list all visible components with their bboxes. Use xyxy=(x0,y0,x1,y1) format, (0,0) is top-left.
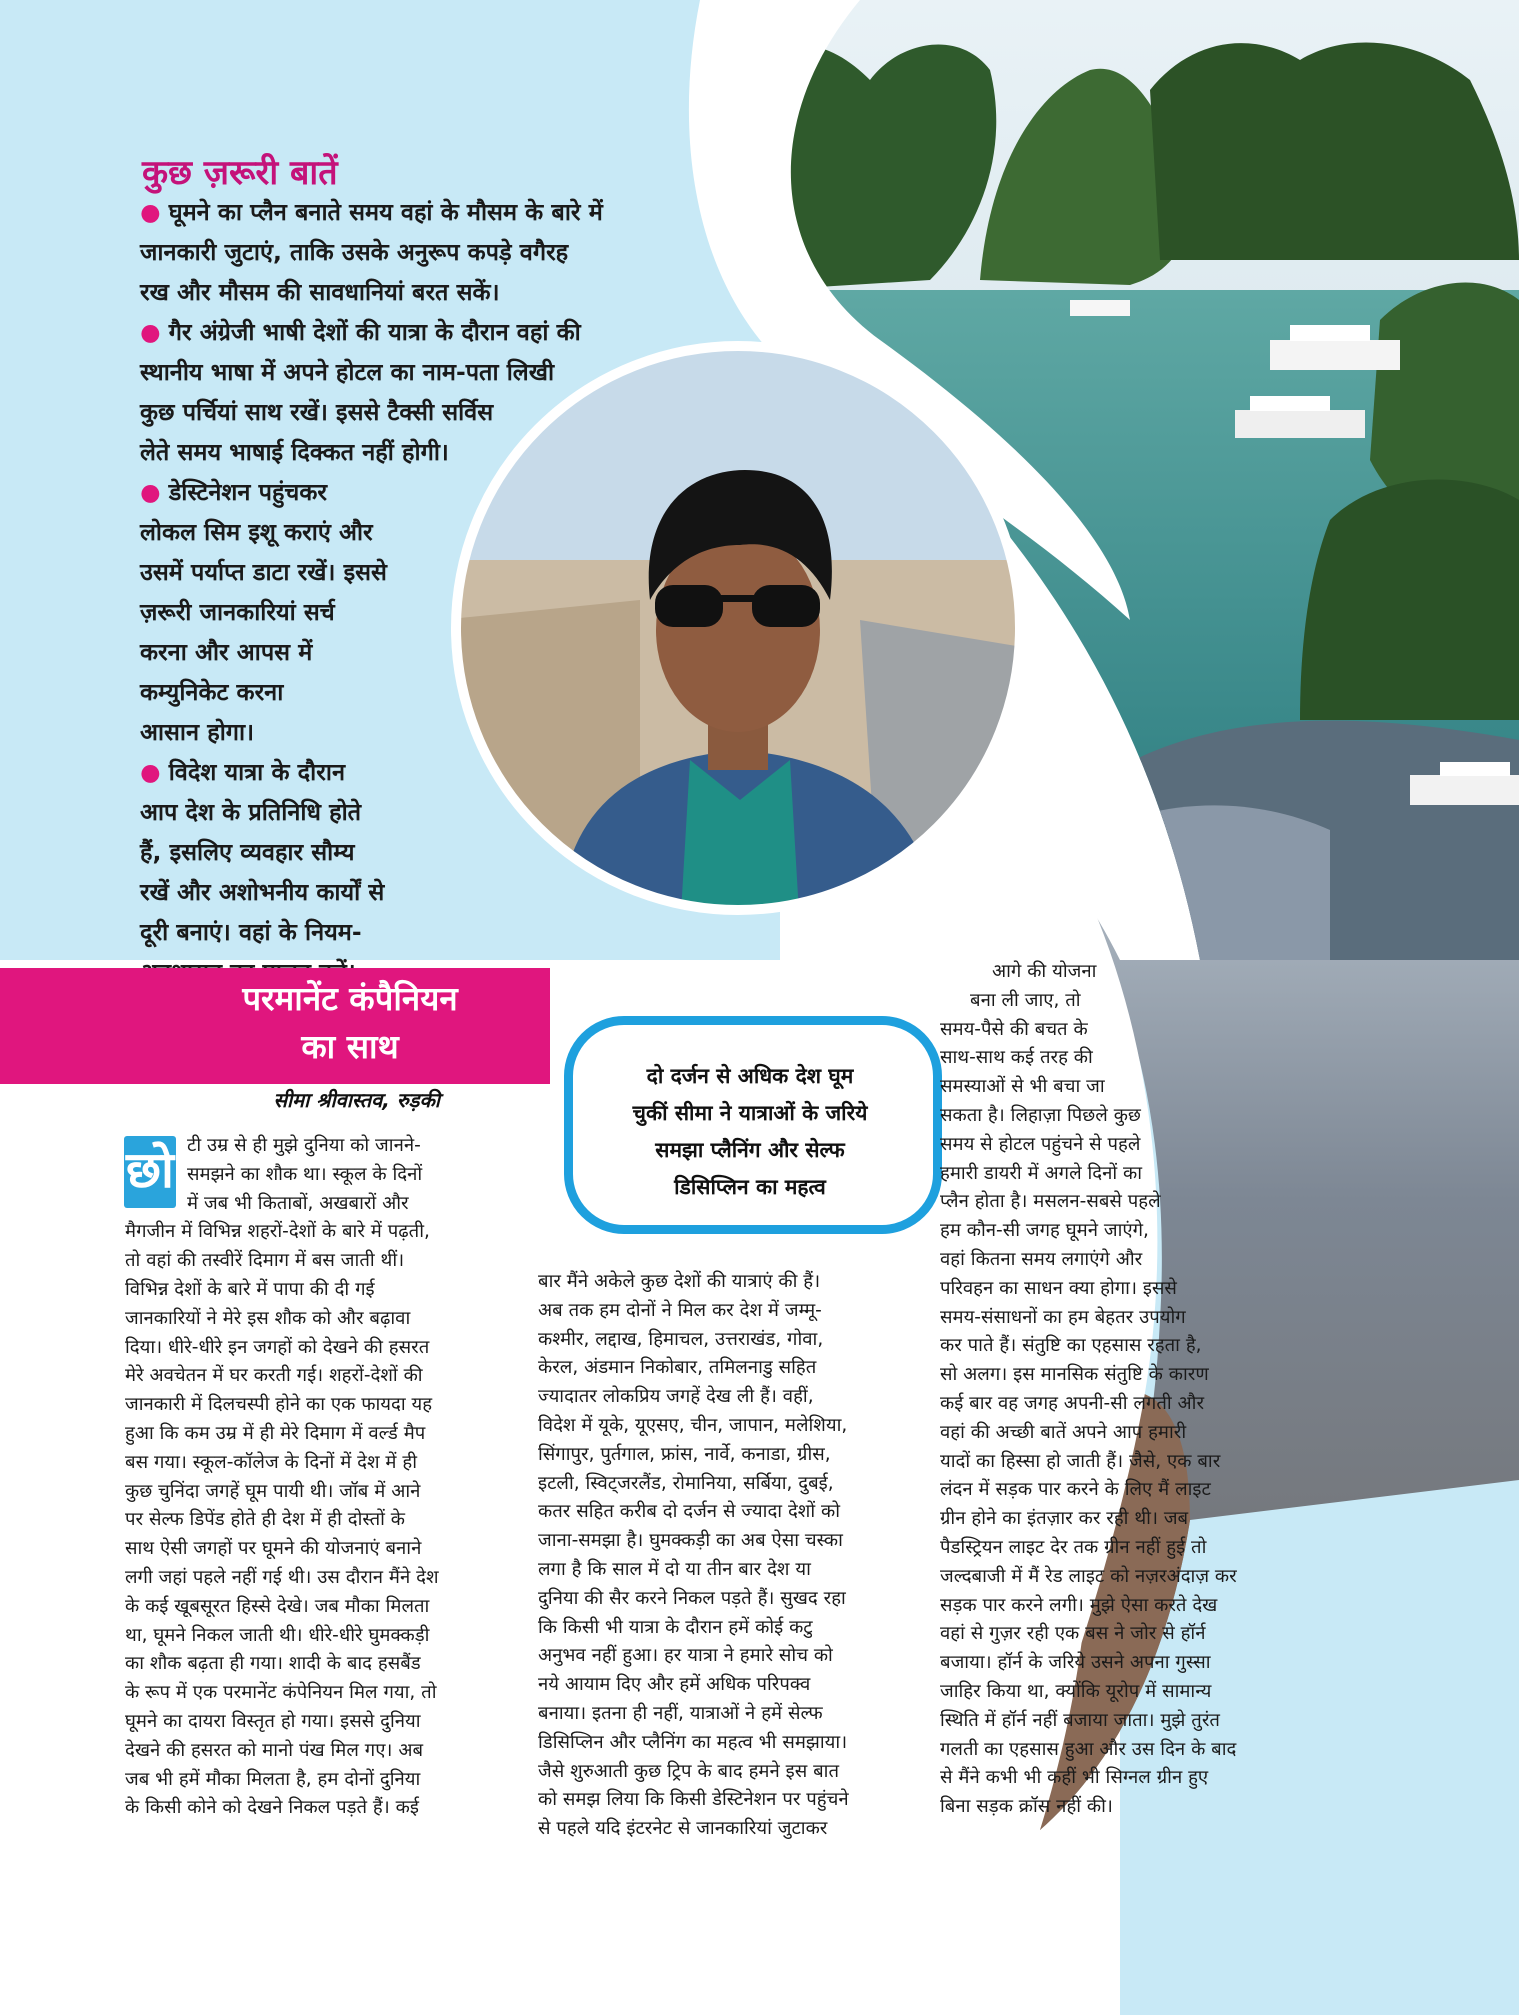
body-line: से पहले यदि इंटरनेट से जानकारियां जुटाकर xyxy=(538,1818,828,1840)
article-headline xyxy=(150,975,550,1071)
body-line: जल्दबाजी में मैं रेड लाइट को नज़रअंदाज़ कर xyxy=(940,1565,1237,1587)
pullquote-line: चुकीं सीमा ने यात्राओं के जरिये xyxy=(632,1101,868,1125)
body-line: इटली, स्विट्जरलैंड, रोमानिया, सर्बिया, दुबई, xyxy=(538,1472,834,1494)
body-line: सो अलग। इस मानसिक संतुष्टि के कारण xyxy=(940,1364,1209,1386)
body-line: कई बार वह जगह अपनी-सी लगती और xyxy=(940,1392,1205,1414)
pullquote-line: डिसिप्लिन का महत्व xyxy=(674,1175,826,1199)
tip-item xyxy=(140,472,660,752)
pullquote-line: समझा प्लैनिंग और सेल्फ xyxy=(655,1138,845,1162)
body-line: लंदन में सड़क पार करने के लिए मैं लाइट xyxy=(940,1479,1211,1501)
body-line: समय-पैसे की बचत के xyxy=(940,1018,1088,1040)
body-line: लगी जहां पहले नहीं गई थी। उस दौरान मैंने देश xyxy=(125,1566,439,1588)
body-line: वहां की अच्छी बातें अपने आप हमारी xyxy=(940,1421,1187,1443)
body-line: घूमने का दायरा विस्तृत हो गया। इससे दुनिया xyxy=(125,1710,421,1732)
tip-line: घूमने का प्लैन बनाते समय वहां के मौसम के बारे में xyxy=(168,198,603,226)
body-column-2 xyxy=(538,1268,910,1844)
body-line: ज्यादातर लोकप्रिय जगहें देख ली हैं। वहीं, xyxy=(538,1386,814,1408)
body-column-1 xyxy=(125,1132,535,1823)
body-line: डिसिप्लिन और प्लैनिंग का महत्व भी समझाया। xyxy=(538,1731,848,1753)
body-line: बिना सड़क क्रॉस नहीं की। xyxy=(940,1796,1113,1818)
tip-line: लेते समय भाषाई दिक्कत नहीं होगी। xyxy=(140,438,449,466)
body-line: सकता है। लिहाज़ा पिछले कुछ xyxy=(940,1104,1141,1126)
body-line: कि किसी भी यात्रा के दौरान हमें कोई कटु xyxy=(538,1616,813,1638)
tip-line: करना और आपस में xyxy=(140,638,313,666)
body-line: परिवहन का साधन क्या होगा। इससे xyxy=(940,1277,1177,1299)
headline-line: का साथ xyxy=(301,1027,399,1066)
body-line: जब भी हमें मौका मिलता है, हम दोनों दुनिया xyxy=(125,1768,421,1790)
body-line: गलती का एहसास हुआ और उस दिन के बाद xyxy=(940,1738,1237,1760)
body-line: के किसी कोने को देखने निकल पड़ते हैं। कई xyxy=(125,1797,419,1819)
body-line: वहां कितना समय लगाएंगे और xyxy=(940,1248,1143,1270)
body-line: बनाया। इतना ही नहीं, यात्राओं ने हमें सेल्फ xyxy=(538,1702,823,1724)
body-line: समय-संसाधनों का हम बेहतर उपयोग xyxy=(940,1306,1186,1328)
body-line: देखने की हसरत को मानो पंख मिल गए। अब xyxy=(125,1739,424,1761)
body-column-3 xyxy=(940,958,1300,1822)
tips-list xyxy=(140,192,660,992)
body-line: हम कौन-सी जगह घूमने जाएंगे, xyxy=(940,1220,1149,1242)
tip-line: जानकारी जुटाएं, ताकि उसके अनुरूप कपड़े वगैरह xyxy=(140,238,569,266)
body-line: समस्याओं से भी बचा जा xyxy=(940,1076,1105,1098)
tip-item xyxy=(140,752,660,992)
body-line: अनुभव नहीं हुआ। हर यात्रा ने हमारे सोच को xyxy=(538,1645,833,1667)
body-line: सड़क पार करने लगी। मुझे ऐसा करते देख xyxy=(940,1594,1218,1616)
body-line: तो वहां की तस्वीरें दिमाग में बस जाती थीं। xyxy=(125,1250,405,1272)
body-line: बना ली जाए, तो xyxy=(970,989,1081,1011)
body-line: समय से होटल पहुंचने से पहले xyxy=(940,1133,1141,1155)
bullet-icon: ● xyxy=(140,318,161,346)
body-line: साथ ऐसी जगहों पर घूमने की योजनाएं बनाने xyxy=(125,1538,422,1560)
body-line: मैगजीन में विभिन्न शहरों-देशों के बारे में पढ़ती, xyxy=(125,1221,430,1243)
body-line: यादों का हिस्सा हो जाती हैं। जैसे, एक बार xyxy=(940,1450,1221,1472)
body-line: कुछ चुनिंदा जगहें घूम पायी थी। जॉब में आने xyxy=(125,1480,421,1502)
body-line: हमारी डायरी में अगले दिनों का xyxy=(940,1162,1143,1184)
tip-line: स्थानीय भाषा में अपने होटल का नाम-पता लिखी xyxy=(140,358,555,386)
body-line: सिंगापुर, पुर्तगाल, फ्रांस, नार्वे, कनाडा, ग्रीस, xyxy=(538,1443,831,1465)
body-line: कश्मीर, लद्दाख, हिमाचल, उत्तराखंड, गोवा, xyxy=(538,1328,824,1350)
tip-line: हैं, इसलिए व्यवहार सौम्य xyxy=(140,838,355,866)
body-line: कतर सहित करीब दो दर्जन से ज्यादा देशों को xyxy=(538,1501,841,1523)
drop-cap: छो xyxy=(124,1136,176,1208)
tip-line: कुछ पर्चियां साथ रखें। इससे टैक्सी सर्विस xyxy=(140,398,494,426)
body-line: आगे की योजना xyxy=(992,961,1097,982)
body-line: नये आयाम दिए और हमें अधिक परिपक्व xyxy=(538,1674,811,1696)
body-line: दिया। धीरे-धीरे इन जगहों को देखने की हसरत xyxy=(125,1336,430,1358)
body-line: में जब भी किताबों, अखबारों और xyxy=(187,1192,409,1214)
body-line: जाहिर किया था, क्योंकि यूरोप में सामान्य xyxy=(940,1680,1212,1702)
tip-line: डेस्टिनेशन पहुंचकर xyxy=(168,478,328,506)
body-line: से मैंने कभी भी कहीं भी सिग्नल ग्रीन हुए xyxy=(940,1767,1209,1789)
body-line: बजाया। हॉर्न के जरिये उसने अपना गुस्सा xyxy=(940,1652,1211,1674)
body-line: के रूप में एक परमानेंट कंपेनियन मिल गया, तो xyxy=(125,1682,437,1704)
body-line: समझने का शौक था। स्कूल के दिनों xyxy=(187,1163,423,1185)
pullquote-line: दो दर्जन से अधिक देश घूम xyxy=(646,1064,854,1088)
author-byline: सीमा श्रीवास्तव, रुड़की xyxy=(273,1088,440,1112)
headline-line: परमानेंट कंपैनियन xyxy=(242,979,458,1018)
tip-item xyxy=(140,312,660,472)
body-line: विदेश में यूके, यूएसए, चीन, जापान, मलेशिया, xyxy=(538,1414,848,1436)
body-line: जानकारियों ने मेरे इस शौक को और बढ़ावा xyxy=(125,1307,411,1329)
body-line: पर सेल्फ डिपेंड होते ही देश में ही दोस्तों के xyxy=(125,1509,406,1531)
body-line: को समझ लिया कि किसी डेस्टिनेशन पर पहुंचने xyxy=(538,1789,849,1811)
body-line: बार मैंने अकेले कुछ देशों की यात्राएं की हैं। xyxy=(538,1271,821,1292)
body-line: विभिन्न देशों के बारे में पापा की दी गई xyxy=(125,1278,375,1300)
tip-line: कम्युनिकेट करना xyxy=(140,678,284,706)
bullet-icon: ● xyxy=(140,198,161,226)
body-line: दुनिया की सैर करने निकल पड़ते हैं। सुखद रहा xyxy=(538,1587,846,1609)
body-line: था, घूमने निकल जाती थी। धीरे-धीरे घुमक्कड़ी xyxy=(125,1624,430,1646)
tip-line: दूरी बनाएं। वहां के नियम- xyxy=(140,918,362,946)
tip-line: गैर अंग्रेजी भाषी देशों की यात्रा के दौरान वहां की xyxy=(168,318,581,346)
body-line: जाना-समझा है। घुमक्कड़ी का अब ऐसा चस्का xyxy=(538,1530,843,1552)
body-line: कर पाते हैं। संतुष्टि का एहसास रहता है, xyxy=(940,1335,1202,1357)
body-line: लगा है कि साल में दो या तीन बार देश या xyxy=(538,1558,811,1580)
tip-line: आप देश के प्रतिनिधि होते xyxy=(140,798,362,826)
body-line: बस गया। स्कूल-कॉलेज के दिनों में देश में ही xyxy=(125,1451,417,1473)
body-line: प्लैन होता है। मसलन-सबसे पहले xyxy=(940,1191,1161,1213)
bullet-icon: ● xyxy=(140,478,161,506)
body-line: पैडस्ट्रियन लाइट देर तक ग्रीन नहीं हुई तो xyxy=(940,1536,1207,1558)
body-line: जैसे शुरुआती कुछ ट्रिप के बाद हमने इस बात xyxy=(538,1760,839,1782)
tip-line: रखें और अशोभनीय कार्यों से xyxy=(140,878,385,906)
body-line: हुआ कि कम उम्र में ही मेरे दिमाग में वर्ल्ड मैप xyxy=(125,1422,426,1444)
body-line: साथ-साथ कई तरह की xyxy=(940,1047,1093,1069)
bullet-icon: ● xyxy=(140,758,161,786)
tip-line: विदेश यात्रा के दौरान xyxy=(168,758,345,786)
body-line: स्थिति में हॉर्न नहीं बजाया जाता। मुझे तुरंत xyxy=(940,1709,1220,1731)
tip-line: रख और मौसम की सावधानियां बरत सकें। xyxy=(140,278,500,306)
tip-line: आसान होगा। xyxy=(140,718,255,746)
tip-line: लोकल सिम इशू कराएं और xyxy=(140,518,373,546)
body-line: अब तक हम दोनों ने मिल कर देश में जम्मू- xyxy=(538,1299,822,1321)
body-line: वहां से गुज़र रही एक बस ने जोर से हॉर्न xyxy=(940,1623,1206,1645)
tip-item xyxy=(140,192,660,312)
body-line: ग्रीन होने का इंतज़ार कर रही थी। जब xyxy=(940,1508,1189,1530)
body-line: केरल, अंडमान निकोबार, तमिलनाडु सहित xyxy=(538,1357,817,1379)
body-line: टी उम्र से ही मुझे दुनिया को जानने- xyxy=(187,1135,421,1156)
tip-line: ज़रूरी जानकारियां सर्च xyxy=(140,598,335,626)
tips-title: कुछ ज़रूरी बातें xyxy=(142,153,338,193)
body-line: के कई खूबसूरत हिस्से देखे। जब मौका मिलता xyxy=(125,1595,430,1617)
tip-line: उसमें पर्याप्त डाटा रखें। इससे xyxy=(140,558,387,586)
body-line: का शौक बढ़ता ही गया। शादी के बाद हसबैंड xyxy=(125,1653,421,1675)
body-line: जानकारी में दिलचस्पी होने का एक फायदा यह xyxy=(125,1394,433,1416)
body-line: मेरे अवचेतन में घर करती गई। शहरों-देशों की xyxy=(125,1365,423,1387)
pullquote-text xyxy=(590,1058,910,1206)
